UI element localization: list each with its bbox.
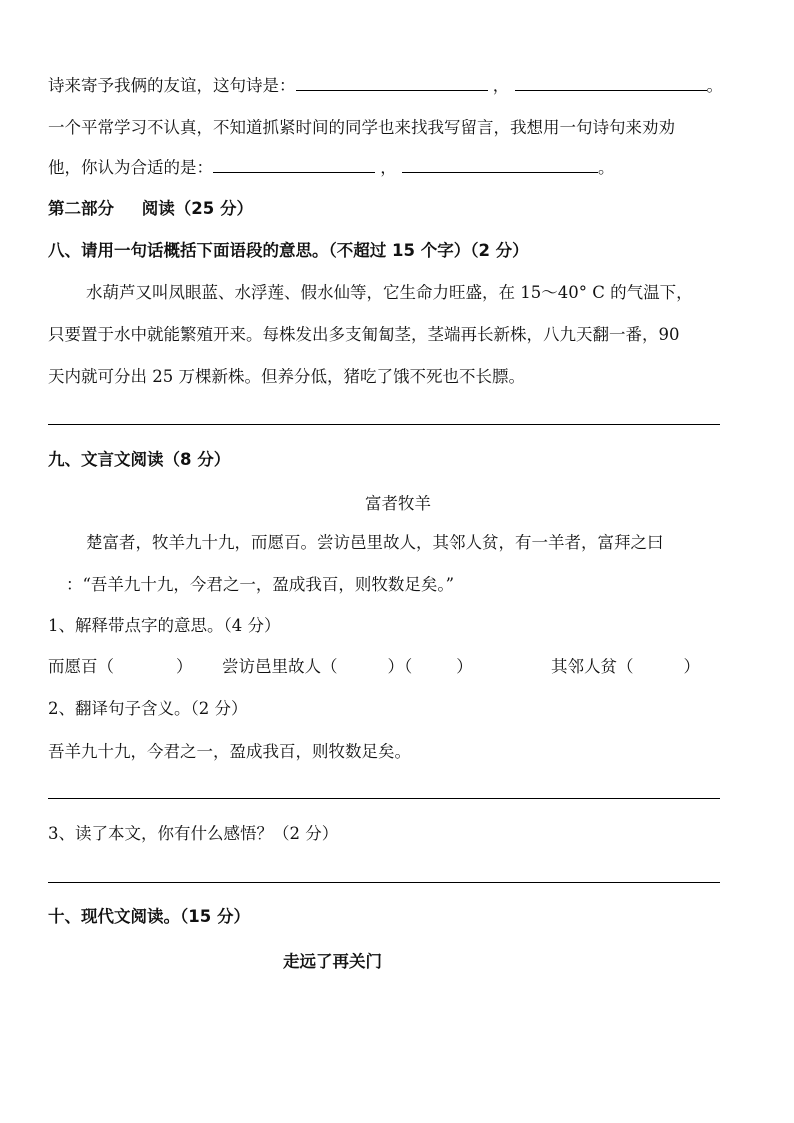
- answer-blank[interactable]: [213, 158, 375, 173]
- q10-story-title: 走远了再关门: [283, 952, 382, 971]
- answer-line[interactable]: [48, 424, 720, 425]
- q7-line3-text: 他，你认为合适的是：: [48, 158, 213, 177]
- q10-title: 十、现代文阅读。（15 分）: [48, 907, 250, 926]
- answer-line[interactable]: [48, 798, 720, 799]
- q7-sep: ，: [380, 158, 397, 177]
- q9-q1: 1、解释带点字的意思。（4 分）: [48, 616, 281, 635]
- q7-line1: [48, 75, 723, 97]
- paren-close: ）: [456, 657, 473, 676]
- q9-q2-sentence: 吾羊九十九，今君之一，盈成我百，则牧数足矣。: [48, 742, 411, 761]
- part2-heading: [48, 198, 253, 220]
- q8-para-line: 天内就可分出 25 万棵新株。但养分低，猪吃了饿不死也不长膘。: [48, 367, 525, 386]
- q9-q1-items: [222, 656, 473, 678]
- part2-title: 第二部分: [48, 199, 114, 218]
- q9-item-d: 其邻人贫（: [551, 657, 634, 676]
- q7-line1-text: 诗来寄予我俩的友谊，这句诗是：: [48, 76, 296, 95]
- q9-item-b: 尝访邑里故人（: [222, 657, 338, 676]
- q9-story-line: ：“吾羊九十九，今君之一，盈成我百，则牧数足矣。”: [66, 575, 455, 594]
- q9-q1-items: [48, 656, 193, 678]
- answer-blank[interactable]: [515, 76, 707, 91]
- q7-end: 。: [706, 76, 723, 95]
- q9-item-a: 而愿百（: [48, 657, 114, 676]
- q7-end: 。: [598, 158, 615, 177]
- q9-title: 九、文言文阅读（8 分）: [48, 450, 231, 469]
- q8-title: 八、请用一句话概括下面语段的意思。（不超过 15 个字）（2 分）: [48, 241, 529, 260]
- q7-line3: [48, 157, 615, 179]
- q9-item-c: ）（: [387, 657, 413, 676]
- paren-close: ）: [683, 657, 700, 676]
- answer-line[interactable]: [48, 882, 720, 883]
- q9-q3: 3、读了本文，你有什么感悟？（2 分）: [48, 824, 339, 843]
- q9-q2: 2、翻译句子含义。（2 分）: [48, 699, 248, 718]
- q7-sep: ，: [492, 76, 510, 95]
- q7-line2: 一个平常学习不认真，不知道抓紧时间的同学也来找我写留言，我想用一句诗句来劝劝: [48, 118, 675, 137]
- q8-para-line: 水葫芦又叫凤眼蓝、水浮莲、假水仙等，它生命力旺盛，在 15～40° C 的气温下，: [86, 283, 693, 302]
- part2-sub: 阅读（25 分）: [141, 199, 253, 218]
- q9-story-line: 楚富者，牧羊九十九，而愿百。尝访邑里故人，其邻人贫，有一羊者，富拜之曰: [86, 533, 664, 552]
- q9-story-title: 富者牧羊: [365, 494, 431, 513]
- paren-close: ）: [176, 657, 193, 676]
- q9-q1-items: [551, 656, 700, 678]
- answer-blank[interactable]: [296, 76, 488, 91]
- q8-para-line: 只要置于水中就能繁殖开来。每株发出多支匍匐茎，茎端再长新株，八九天翻一番，90: [48, 325, 680, 344]
- answer-blank[interactable]: [402, 158, 598, 173]
